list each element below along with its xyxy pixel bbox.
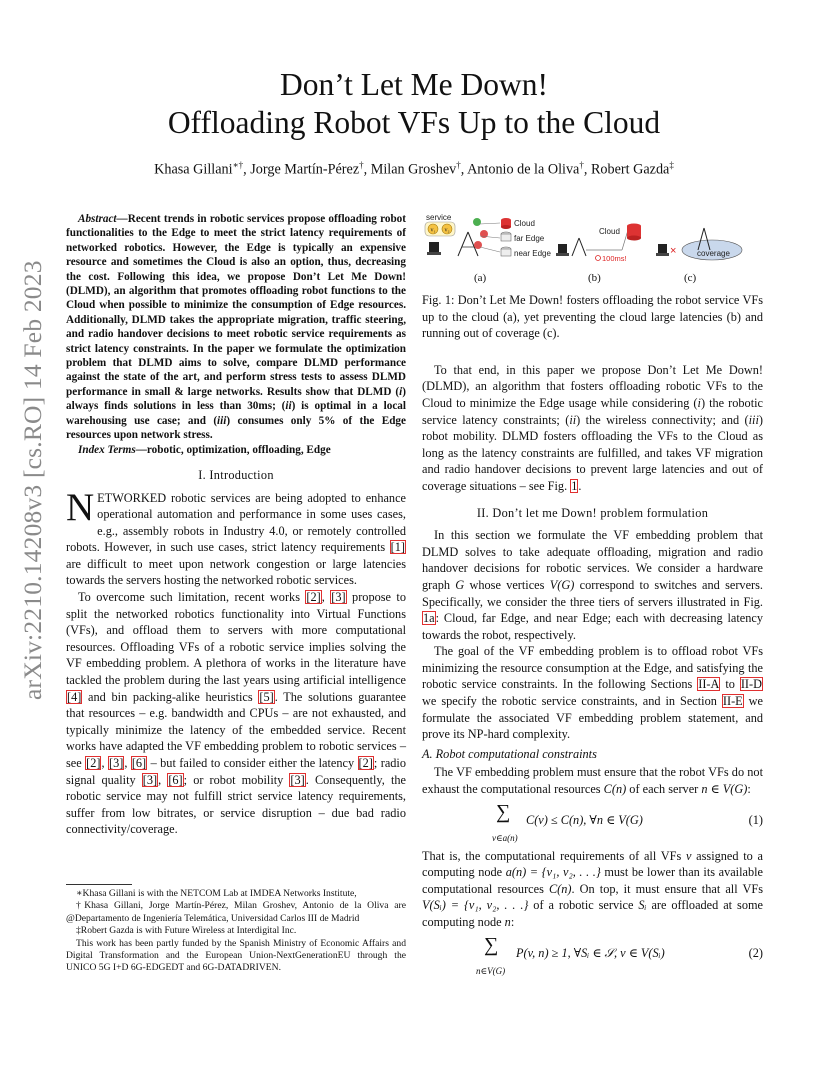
footnote-rule	[66, 884, 132, 885]
section-link[interactable]: II-D	[740, 677, 762, 692]
section-heading-problem-formulation: II. Don’t let me Down! problem formulation	[476, 505, 709, 520]
right-intro-paragraph: To that end, in this paper we propose Don’t Let Me Down! (DLMD), an algorithm that fosters offloading robotic VFs to the Cloud to minimize the Edge usage while considering (i) the robotic service latency constraints; (ii) the wireless connectivity; and (iii) robot mobility. DLMD fosters offloading the VFs to the Cloud as long as the latency constraints are fulfilled, and takes VF migration and radio handover decisions to prevent large latencies and out of coverage situations – see Fig. 1.	[422, 362, 763, 493]
svg-text:v₁: v₁	[430, 227, 436, 234]
section-heading-introduction: I. Introduction	[198, 467, 274, 482]
footnote: ‡Robert Gazda is with Future Wireless at Interdigital Inc.	[76, 925, 297, 937]
citation-link[interactable]: [1]	[390, 540, 405, 555]
footnote: ∗Khasa Gillani is with the NETCOM Lab at IMDEA Networks Institute,	[76, 888, 357, 899]
robot-icon	[658, 244, 667, 253]
paper-title	[0, 66, 828, 142]
footnote: †Khasa Gillani, Jorge Martín-Pérez, Milan Groshev, Antonio de la Oliva are @Departamento de Ingeniería Telemática, Universidad Carlos III de Madrid	[66, 900, 406, 924]
author-list: Khasa Gillani∗†, Jorge Martín-Pérez†, Milan Groshev†, Antonio de la Oliva†, Robert Gazda‡	[154, 160, 674, 178]
subsection-a-paragraph-2: That is, the computational requirements of all VFs v assigned to a computing node a(n) = {v₁, v₂, . . .} must be lower than its available computational resources C(n). On top, it must ensure that all VFs V(Sᵢ) = {v₁, v₂, . . .} of a robotic service Sᵢ are offloaded at some computing node n:	[422, 848, 763, 929]
author-name: Milan Groshev	[370, 161, 457, 178]
abstract-label: Abstract	[78, 213, 117, 225]
citation-link[interactable]: [6]	[131, 756, 147, 770]
author-affil: †	[359, 160, 364, 170]
citation-link[interactable]: [4]	[67, 689, 82, 704]
figure-1-caption: Fig. 1: Don’t Let Me Down! fosters offloading the robot service VFs up to the cloud (a), yet preventing the cloud large latencies (b) and running out of coverage (c).	[422, 293, 763, 341]
author-affil: †	[579, 160, 584, 170]
section2-paragraph-1: In this section we formulate the VF embedding problem that DLMD solves to take adequate offloading, migration and radio handover decisions for robotic services. We consider a hardware graph G whose vertices V(G) correspond to switches and servers. Specifically, we consider the three tiers of servers illustrated in Fig. 1a: Cloud, far Edge, and near Edge; each with decreasing latency towards the robot, respectively.	[422, 528, 763, 642]
footnotes	[66, 884, 406, 975]
figure-label-far-edge: far Edge	[514, 234, 545, 243]
title-line-1: Don’t Let Me Down!	[280, 67, 548, 102]
author-name: Antonio de la Oliva	[467, 161, 580, 178]
figure-1-diagram	[422, 212, 763, 272]
citation-link[interactable]: [3]	[331, 590, 346, 605]
intro-paragraph-1: NETWORKED robotic services are being adopted to enhance operational automation and performance in some uses cases, e.g., assembly robots in Industry 4.0, or remotely controlled robots. However, in such use cases, strict latency requirements [1] are difficult to meet upon network congestion or large latencies towards the servers hosting the networked robotic services.	[66, 485, 406, 588]
section2-paragraph-2: The goal of the VF embedding problem is to offload robot VFs minimizing the resource consumption at the Edge, and satisfying the robotic service constraints. In the following Sections II-A to II-D we specify the robotic service constraints, and in Section II-E we formulate the associated VF embedding problem statement, and prove its NP-hard complexity.	[422, 644, 763, 742]
figure-1	[422, 212, 763, 288]
drop-cap: N	[66, 485, 95, 529]
clock-icon	[596, 256, 601, 261]
figure-label-latency: 100ms!	[602, 254, 627, 263]
index-terms-label: Index Terms	[78, 443, 136, 456]
right-column	[422, 212, 763, 981]
svg-text:v₂: v₂	[444, 227, 450, 234]
abstract: Abstract—Recent trends in robotic services propose offloading robot functionalities to the Edge to meet the strict latency requirements of networked robotics. However, the Edge is typically an expensive resource and sometimes the Cloud is also an option, thus, decreasing the cost. Following this idea, we propose Don’t Let Me Down! (DLMD), an algorithm that promotes offloading robot functions to the Cloud when possible to minimize the consumption of Edge resources. Additionally, DLMD takes the appropriate migration, traffic steering, and radio handover decisions to meet robotic service requirements as strict latency constraints. In the paper we formulate the optimization problem that DLMD aims to solve, compare DLMD performance against the state of the art, and perform stress tests to assess DLMD performance in small & large networks. Results show that DLMD (i) always finds solutions in less than 30ms; (ii) is optimal in a local warehousing use case; and (iii) consumes only 5% of the Edge resources upon network stress.	[66, 213, 406, 442]
figure-sublabel-c: (c)	[684, 272, 697, 284]
figure-label-service: service	[426, 213, 452, 222]
author-name: Jorge Martín-Pérez	[250, 161, 360, 178]
citation-link[interactable]: [2]	[358, 756, 373, 770]
cross-icon	[474, 241, 482, 249]
equation-1: ∑ v∈a(n) C(v) ≤ C(n), ∀n ∈ V(G) (1)	[492, 800, 763, 843]
figure-link[interactable]: 1a	[423, 611, 435, 626]
check-icon	[473, 218, 481, 226]
arxiv-stamp: arXiv:2210.14208v3 [cs.RO] 14 Feb 2023	[18, 260, 47, 700]
citation-link[interactable]: [2]	[306, 590, 321, 605]
cross-icon: ×	[670, 245, 677, 257]
citation-link[interactable]: [3]	[142, 772, 158, 787]
equation-number: (2)	[748, 945, 763, 960]
title-line-2: Offloading Robot VFs Up to the Cloud	[167, 105, 661, 140]
intro-paragraph-2: To overcome such limitation, recent works [2], [3] propose to split the networked robotics functionality into Virtual Functions (VFs), and offload them to servers with more computational resources. Offloading VFs of a robotic service implies solving the VF embedding problem. A plethora of works in the literature have tackled the problem during the last years using artificial intelligence [4] and bin packing-alike heuristics [5]. The solutions guarantee that resources – e.g. bandwidth and CPUs – are not exhausted, and typically minimize the latency of the embedded service. Recent works have adapted the VF embedding problem to robotic services – see [2], [3], [6] – but failed to consider either the latency [2]; radio signal quality [3], [6]; or robot mobility [3]. Consequently, the robotic service may not fulfill strict service latency requirements, suffer from low bitrates, or service disruption – due bad radio connectivity/coverage.	[66, 590, 406, 837]
index-terms: Index Terms—robotic, optimization, offloading, Edge	[78, 443, 331, 456]
figure-label-coverage: coverage	[697, 249, 730, 258]
figure-link[interactable]: 1	[571, 478, 578, 493]
figure-label-cloud-b: Cloud	[599, 227, 620, 236]
figure-sublabel-a: (a)	[474, 272, 487, 284]
author-affil: ‡	[669, 160, 674, 170]
section-link[interactable]: II-E	[722, 694, 743, 709]
author-affil: ∗†	[232, 160, 244, 170]
section-link[interactable]: II-A	[698, 677, 720, 692]
subsection-a-paragraph-1: The VF embedding problem must ensure that the robot VFs do not exhaust the computational resources C(n) of each server n ∈ V(G):	[422, 765, 763, 797]
author-affil: †	[456, 160, 461, 170]
citation-link[interactable]: [2]	[86, 756, 101, 770]
citation-link[interactable]: [3]	[290, 772, 305, 787]
author-name: Robert Gazda	[590, 161, 670, 178]
author-name: Khasa Gillani	[154, 161, 233, 178]
citation-link[interactable]: [5]	[259, 689, 274, 704]
robot-icon	[558, 244, 567, 253]
equation-number: (1)	[748, 812, 763, 827]
figure-sublabel-b: (b)	[588, 272, 601, 284]
figure-label-near-edge: near Edge	[514, 249, 551, 258]
equation-2: ∑ n∈V(G) P(v, n) ≥ 1, ∀Sᵢ ∈ 𝒮, v ∈ V(Sᵢ) (2)	[476, 933, 763, 976]
subsection-heading-a: A. Robot computational constraints	[422, 746, 597, 761]
figure-label-cloud: Cloud	[514, 219, 535, 228]
footnote: This work has been partly funded by the Spanish Ministry of Economic Affairs and Digital Transformation and the European Union-NextGenerationEU through the UNICO 5G I+D 6G-EDGEDT and 6G-DATADRIVEN.	[66, 937, 406, 974]
left-column	[66, 212, 406, 838]
citation-link[interactable]: [6]	[168, 772, 183, 787]
citation-link[interactable]: [3]	[108, 756, 124, 770]
robot-icon	[429, 242, 439, 252]
